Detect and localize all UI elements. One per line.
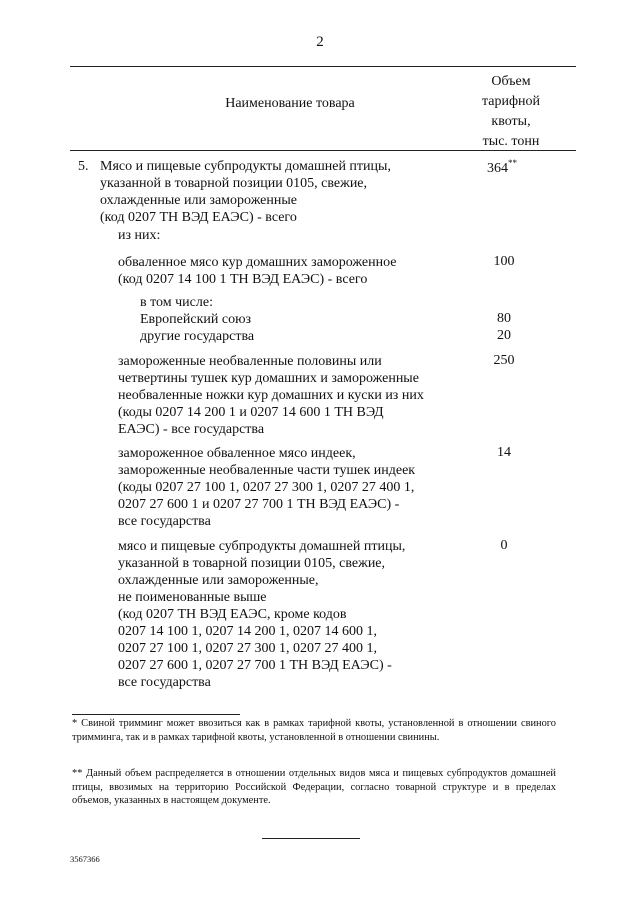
subitem-value: 14 bbox=[497, 445, 511, 460]
item-number: 5. bbox=[78, 159, 89, 174]
subitem-value: 0 bbox=[500, 538, 508, 553]
page-number: 2 bbox=[316, 34, 324, 50]
document-code: 3567366 bbox=[70, 854, 100, 864]
item-total-value: 364** bbox=[487, 158, 517, 176]
header-volume-line: тыс. тонн bbox=[482, 134, 540, 149]
header-bottom-rule bbox=[70, 150, 576, 151]
header-volume-line: тарифной bbox=[481, 94, 541, 109]
other-states-label: другие государства bbox=[140, 329, 255, 344]
header-volume-line: квоты, bbox=[491, 114, 531, 129]
subitem-value: 250 bbox=[493, 353, 515, 368]
subitem-text: замороженное обваленное мясо индеек, замороженные необваленные части тушек индеек (коды 0207 27 100 1, 0207 27 300 1, 0207 27 400 1, 0207 27 600 1 и 0207 27 700 1 ТН ВЭД ЕАЭС) - все государства bbox=[118, 446, 416, 529]
footnote-separator bbox=[72, 714, 240, 715]
of-which-label: из них: bbox=[118, 228, 161, 243]
subitem-value: 100 bbox=[493, 254, 515, 269]
header-product-name: Наименование товара bbox=[225, 96, 355, 111]
eu-value: 80 bbox=[497, 311, 511, 326]
footnote: ** Данный объем распределяется в отношении отдельных видов мяса и пищевых субпродуктов домашней птицы, ввозимых на территорию Российской Федерации, согласно товарной структуре и в пределах объемов, указанных в настоящем документе. bbox=[72, 768, 556, 806]
header-quota-volume bbox=[452, 72, 570, 152]
header-volume-line: Объем bbox=[491, 74, 531, 89]
subitem-text: обваленное мясо кур домашних замороженное (код 0207 14 100 1 ТН ВЭД ЕАЭС) - всего bbox=[118, 255, 397, 287]
eu-label: Европейский союз bbox=[140, 312, 252, 327]
other-states-value: 20 bbox=[497, 328, 511, 343]
item-title: Мясо и пищевые субпродукты домашней птицы, указанной в товарной позиции 0105, свежие, охлажденные или замороженные (код 0207 ТН ВЭД ЕАЭС) - всего bbox=[100, 159, 391, 225]
footnote-marker: ** bbox=[508, 158, 517, 168]
including-label: в том числе: bbox=[140, 295, 213, 310]
subitem-text: замороженные необваленные половины или четвертины тушек кур домашних и замороженные необваленные ножки кур домашних и куски из них (коды 0207 14 200 1 и 0207 14 600 1 ТН ВЭД ЕАЭС) - все государства bbox=[118, 354, 424, 437]
footnote: * Свиной тримминг может ввозиться как в рамках тарифной квоты, установленной в отношении свиного тримминга, так и в рамках тарифной квоты, установленной в отношении свинины. bbox=[72, 718, 556, 743]
end-rule bbox=[262, 838, 360, 839]
subitem-text: мясо и пищевые субпродукты домашней птицы, указанной в товарной позиции 0105, свежие, охлажденные или замороженные, не поименованные выше (код 0207 ТН ВЭД ЕАЭС, кроме кодов 0207 14 100 1, 0207 14 200 1, 0207 14 600 1, 0207 27 100 1, 0207 27 300 1, 0207 27 400 1, 0207 27 600 1, 0207 27 700 1 ТН ВЭД ЕАЭС) - все государства bbox=[118, 539, 406, 690]
table-top-rule bbox=[70, 66, 576, 67]
